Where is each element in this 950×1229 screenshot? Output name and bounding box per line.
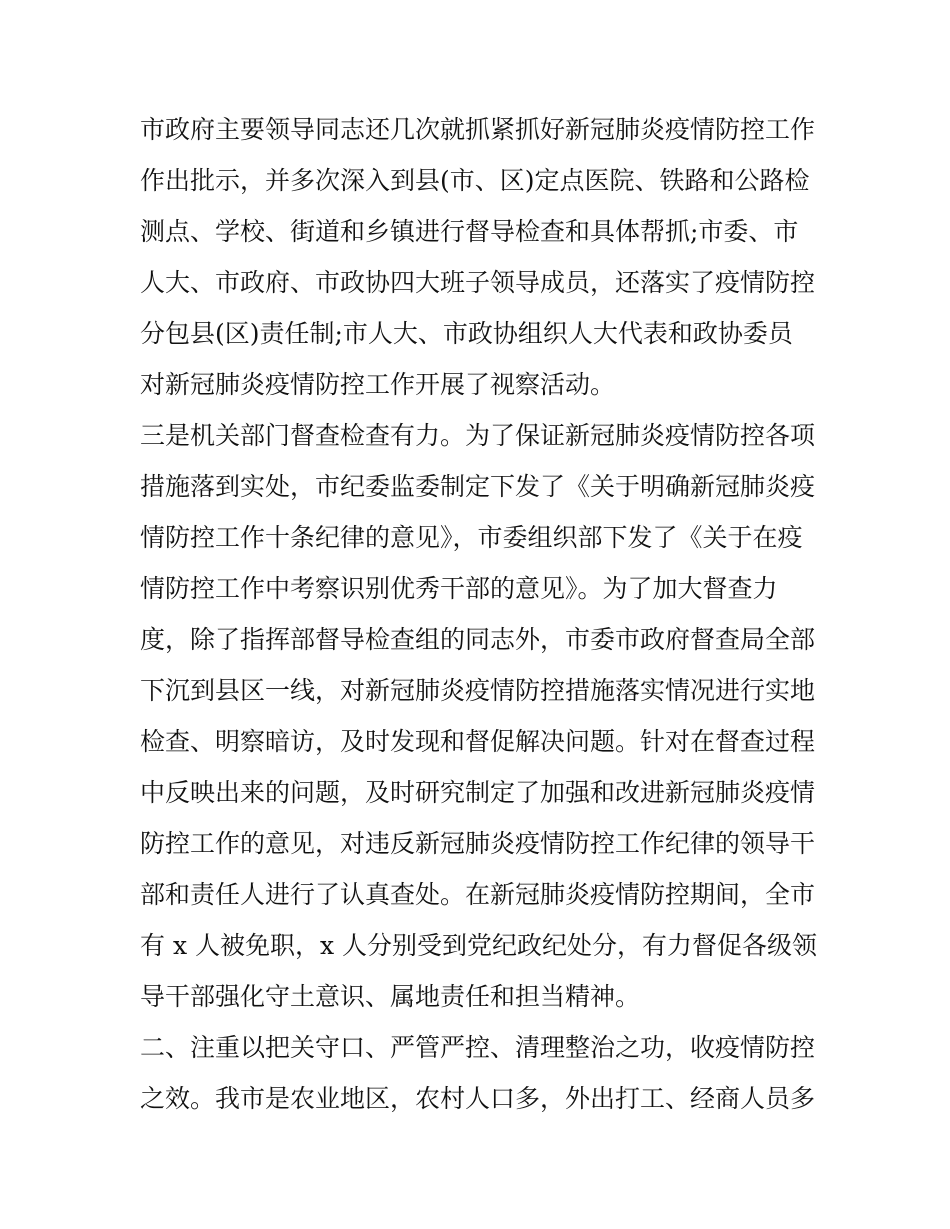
text-line: 二、注重以把关守口、严管严控、清理整治之功，收疫情防控 bbox=[140, 1033, 816, 1062]
text-line: 防控工作的意见，对违反新冠肺炎疫情防控工作纪律的领导干 bbox=[140, 829, 816, 858]
text-line: 人大、市政府、市政协四大班子领导成员，还落实了疫情防控 bbox=[140, 268, 816, 297]
text-line: 对新冠肺炎疫情防控工作开展了视察活动。 bbox=[140, 370, 616, 399]
text-line: 测点、学校、街道和乡镇进行督导检查和具体帮抓;市委、市 bbox=[140, 217, 799, 246]
text-line: 情防控工作十条纪律的意见》，市委组织部下发了《关于在疫 bbox=[140, 523, 803, 552]
text-line: 之效。我市是农业地区，农村人口多，外出打工、经商人员多 bbox=[140, 1084, 816, 1113]
document-body bbox=[140, 104, 820, 1124]
text-line: 分包县(区)责任制;市人大、市政协组织人大代表和政协委员 bbox=[140, 319, 793, 348]
text-line: 中反映出来的问题，及时研究制定了加强和改进新冠肺炎疫情 bbox=[140, 778, 816, 807]
text-line: 情防控工作中考察识别优秀干部的意见》。为了加大督查力 bbox=[140, 574, 778, 603]
text-line: 市政府主要领导同志还几次就抓紧抓好新冠肺炎疫情防控工作 bbox=[140, 115, 816, 144]
text-line: 检查、明察暗访，及时发现和督促解决问题。针对在督查过程 bbox=[140, 727, 816, 756]
text-line: 三是机关部门督查检查有力。为了保证新冠肺炎疫情防控各项 bbox=[140, 421, 816, 450]
text-line: 度，除了指挥部督导检查组的同志外，市委市政府督查局全部 bbox=[140, 625, 816, 654]
text-line: 措施落到实处，市纪委监委制定下发了《关于明确新冠肺炎疫 bbox=[140, 472, 816, 501]
text-line: 有 x 人被免职，x 人分别受到党纪政纪处分，有力督促各级领 bbox=[140, 931, 818, 960]
text-line: 下沉到县区一线，对新冠肺炎疫情防控措施落实情况进行实地 bbox=[140, 676, 816, 705]
text-line: 导干部强化守土意识、属地责任和担当精神。 bbox=[140, 982, 641, 1011]
text-line: 作出批示，并多次深入到县(市、区)定点医院、铁路和公路检 bbox=[140, 166, 810, 195]
text-line: 部和责任人进行了认真查处。在新冠肺炎疫情防控期间，全市 bbox=[140, 880, 816, 909]
